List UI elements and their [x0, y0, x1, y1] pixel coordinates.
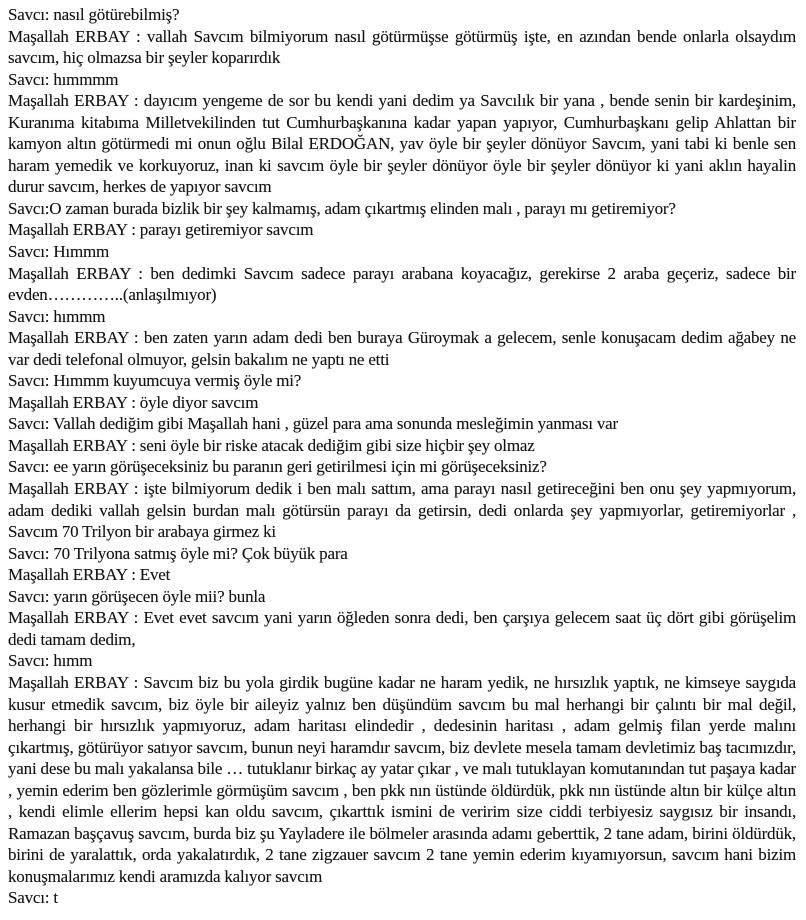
transcript-paragraph: Savcı: Hımmm	[8, 242, 110, 262]
transcript-paragraph: Maşallah ERBAY : dayıcım yengeme de sor bu kendi yani dedim ya Savcılık bir yana , bende senin bir kardeşinim, Kuranıma kitabıma Milletvekilinden tut Cumhurbaşkanına kadar yapan yapıyor, Cumhurbaşkanı gelip Ahlattan bir kamyon altın götürmedi mi onun oğlu Bilal ERDOĞAN, yav öyle bir şeyler dönüyor Savcım, yani tabi ki benle sen haram yemedik ve korkuyoruz, inan ki savcım öyle bir şeyler dönüyor öyle bir şeyler dönüyor ki yani aklın hayalin durur savcım, herkes de yapıyor savcım	[8, 91, 796, 197]
transcript-paragraph: Savcı: hımmmm	[8, 69, 119, 89]
transcript-paragraph: Savcı: 70 Trilyona satmış öyle mi? Çok büyük para	[8, 543, 348, 563]
transcript-paragraph: Savcı:O zaman burada bizlik bir şey kalmamış, adam çıkartmış elinden malı , parayı mı getiremiyor?	[8, 198, 676, 218]
transcript-paragraph: Savcı: ee yarın görüşeceksiniz bu paranın geri getirilmesi için mi görüşeceksiniz?	[8, 457, 547, 477]
transcript-paragraph: Maşallah ERBAY : Evet	[8, 565, 171, 585]
transcript-paragraph: Maşallah ERBAY : seni öyle bir riske atacak dediğim gibi size hiçbir şey olmaz	[8, 435, 535, 455]
transcript-paragraph: Maşallah ERBAY : Evet evet savcım yani yarın öğleden sonra dedi, ben çarşıya gelecem saat üç dört gibi görüşelim dedi tamam dedim,	[8, 608, 796, 649]
transcript-paragraph: Maşallah ERBAY : parayı getiremiyor savcım	[8, 220, 314, 240]
transcript-paragraph: Maşallah ERBAY : öyle diyor savcım	[8, 392, 259, 412]
transcript-paragraph: Savcı: Hımmm kuyumcuya vermiş öyle mi?	[8, 371, 302, 391]
transcript-paragraph: Maşallah ERBAY : ben dedimki Savcım sadece parayı arabana koyacağız, gerekirse 2 araba geçeriz, sadece bir evden…………..(anlaşılmıyor)	[8, 263, 796, 305]
transcript-paragraph: Maşallah ERBAY : işte bilmiyorum dedik i ben malı sattım, ama parayı nasıl getireceğini ben onu şey yapmıyorum, adam dediki vallah gelsin burdan malı götürsün parayı da getirsin, dedi onlarda şey yapmıyorlar, getiremiyorlar , Savcım 70 Trilyon bir arabaya girmez ki	[8, 479, 796, 542]
transcript-paragraph: Savcı: nasıl götürebilmiş?	[8, 5, 180, 24]
transcript-paragraph: Savcı: hımm	[8, 651, 93, 671]
transcript-paragraph: Savcı: yarın görüşecen öyle mii? bunla	[8, 586, 266, 606]
transcript-paragraph: Maşallah ERBAY : Savcım biz bu yola girdik bugüne kadar ne haram yedik, ne hırsızlık yaptık, ne kimseye saygıda kusur etmedik savcım, biz öyle bir aileyiz yalnız ben düşündüm savcım bu mal herhangi bir çalıntı bir mal değil, herhangi bir hırsızlık yapmıyoruz, adam haritası elindedir , dedesinin haritası , adam gelmiş filan yerde malını çıkartmış, götürüyor satıyor savcım, bunun neyi haramdır savcım, biz devlete mesela tamam devletimiz baş tacımızdır, yani dese bu malı yakalansa bile … tutuklanır birkaç ay yatar çıkar , ve malı tutuklayan komutanından tut paşaya kadar , yemin ederim ben gözlerimle görmüşüm savcım , ben pkk nın üstünde öldürdük, pkk nın üstünde altın bir külçe altın , kendi elimle ellerim hepsi kan oldu savcım, çıkarttık ismini de veririm size ciddi terbiyesiz saygısız bir insandı, Ramazan başçavuş savcım, burda biz şu Yayladere ile bölmeler arasında adamı geberttik, 2 tane adam, birini öldürdük, birini de yaralattık, orda yakalatırdık, 2 tane zigzauer savcım 2 tane yemin ederim kıyamıyorsun, savcım hani bizim konuşmalarımız kendi aramızda kalıyor savcım	[8, 672, 796, 886]
transcript-paragraph: Savcı: hımmm	[8, 306, 106, 326]
transcript-paragraph: Maşallah ERBAY : vallah Savcım bilmiyorum nasıl götürmüşse götürmüş işte, en azından bende onlarla olsaydım savcım, hiç olmazsa bir şeyler koparırdık	[8, 26, 796, 68]
transcript-paragraph: Savcı: Vallah dediğim gibi Maşallah hani , güzel para ama sonunda mesleğimin yanması var	[8, 414, 618, 434]
transcript-paragraph-partial: Savcı: t	[8, 888, 58, 908]
transcript-paragraph: Maşallah ERBAY : ben zaten yarın adam dedi ben buraya Güroymak a gelecem, senle konuşacam dedim ağabey ne var dedi telefonal olmuyor, gelsin bakalım ne yaptı ne etti	[8, 328, 796, 369]
